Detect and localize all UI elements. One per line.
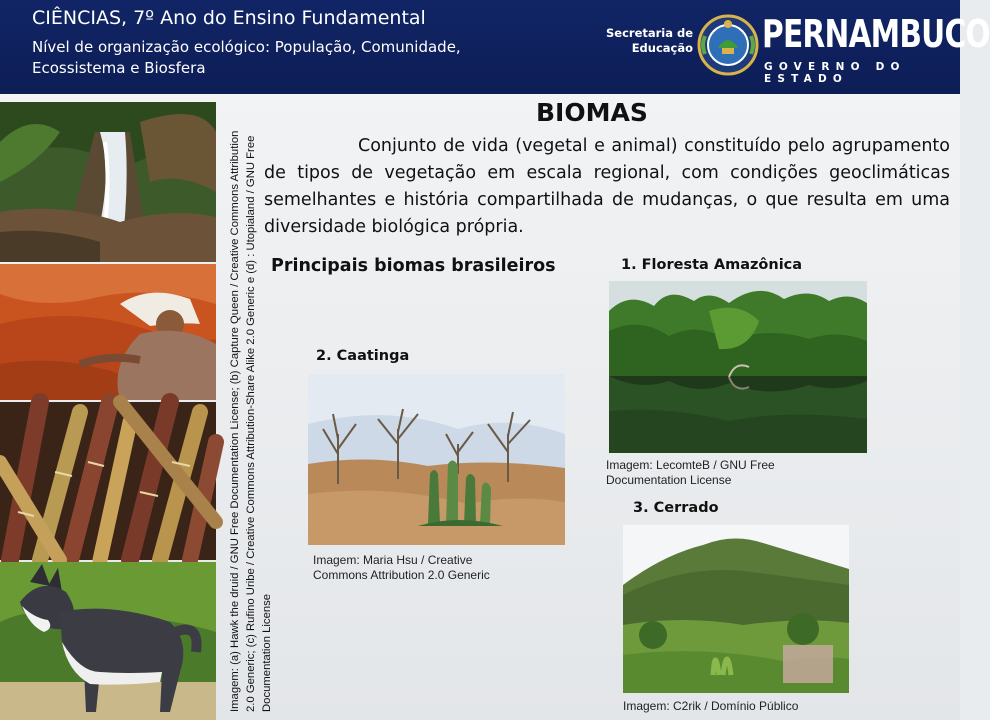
slide-title: BIOMAS: [536, 98, 648, 127]
photo-amazon-forest: [609, 281, 867, 453]
biomes-subheading: Principais biomas brasileiros: [271, 256, 556, 276]
photo-cerrado: [623, 525, 849, 693]
biome-label-cerrado: 3. Cerrado: [633, 500, 719, 516]
photo-caatinga: [308, 374, 565, 545]
biome-label-amazonia: 1. Floresta Amazônica: [621, 257, 803, 273]
secretaria-label: Secretaria de Educação: [606, 26, 694, 55]
biome-label-caatinga: 2. Caatinga: [316, 348, 410, 364]
credit-cerrado: Imagem: C2rik / Domínio Público: [623, 699, 799, 713]
credit-caatinga: Imagem: Maria Hsu / Creative Commons Attribution 2.0 Generic: [313, 553, 490, 582]
photo-husky-dog: [0, 562, 216, 720]
header-bar: [0, 0, 990, 94]
biomes-definition: Conjunto de vida (vegetal e animal) constituído pelo agrupamento de tipos de vegetação em escala regional, com condições geoclimáticas semelhantes e história compartilhada de mudanças, o que resulta em uma diversidade biológica própria.: [264, 136, 950, 237]
photo-waterfall: [0, 102, 216, 262]
left-photos-credit: Imagem: (a) Hawk the druid / GNU Free Documentation License; (b) Capture Queen / Creative Commons Attribution 2.0 Generic; (c) Rufino Uribe / Creative Commons Attribution-Share Alike 2.0 Generic e (d) : Utopialand / GNU Free Documentation License: [229, 130, 273, 712]
state-seal-icon: [697, 14, 759, 76]
lesson-subtitle: Nível de organização ecológico: População, Comunidade, Ecossistema e Biosfera: [32, 38, 461, 77]
course-title: CIÊNCIAS, 7º Ano do Ensino Fundamental: [32, 7, 426, 29]
governo-label: GOVERNO DO ESTADO: [764, 61, 906, 85]
credit-amazonia: Imagem: LecomteB / GNU Free Documentation License: [606, 458, 775, 487]
photo-desert: [0, 264, 216, 400]
photo-sugarcane: [0, 402, 216, 560]
pernambuco-logo-text: PERNAMBUCO: [762, 12, 990, 56]
